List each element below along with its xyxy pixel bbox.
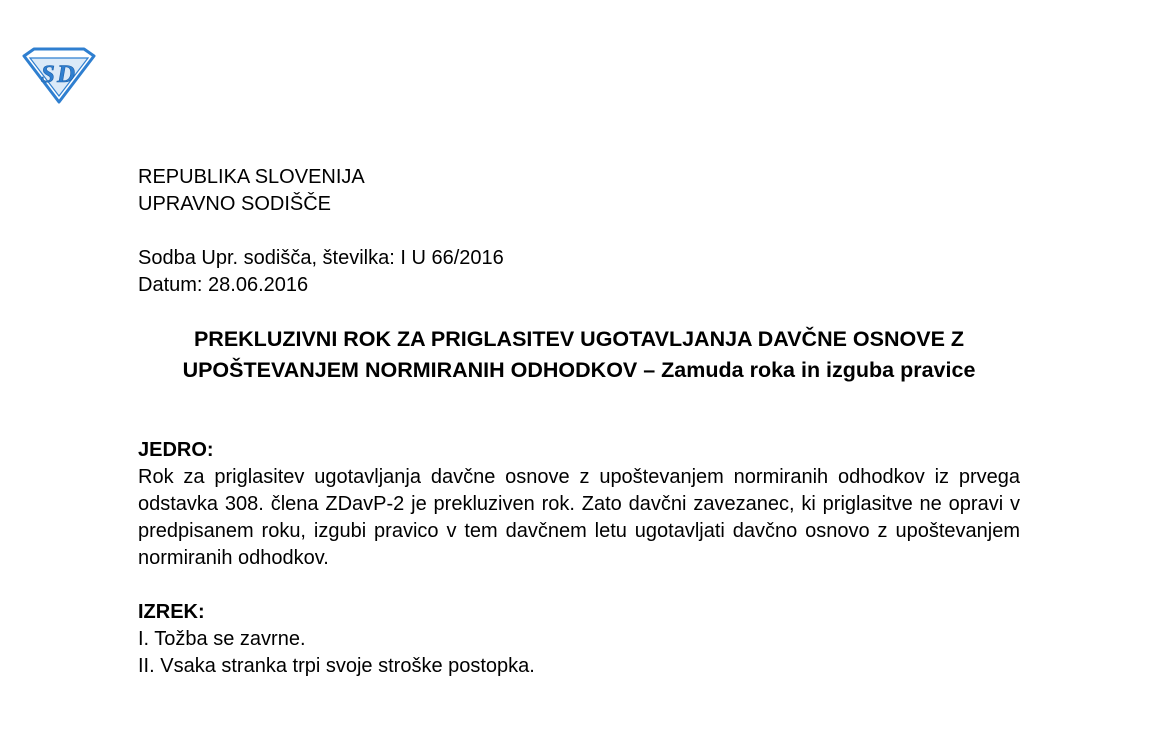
court-header [138, 164, 1020, 218]
svg-text:S: S [41, 61, 55, 88]
court-name: UPRAVNO SODIŠČE [138, 193, 331, 215]
izrek-item-1: I. Tožba se zavrne. [138, 628, 306, 650]
svg-text:D: D [57, 61, 76, 88]
izrek-heading: IZREK: [138, 601, 205, 623]
document-title: PREKLUZIVNI ROK ZA PRIGLASITEV UGOTAVLJANJA DAVČNE OSNOVE Z UPOŠTEVANJEM NORMIRANIH ODHODKOV – Zamuda roka in izguba pravice [182, 327, 976, 382]
izrek-item-2: II. Vsaka stranka trpi svoje stroške postopka. [138, 655, 535, 677]
judgment-date: Datum: 28.06.2016 [138, 274, 309, 296]
case-reference [138, 245, 1020, 299]
jedro-heading: JEDRO: [138, 439, 214, 461]
republic-name: REPUBLIKA SLOVENIJA [138, 166, 365, 188]
sd-logo-icon [20, 46, 98, 104]
document-body [138, 164, 1020, 680]
judgment-number: Sodba Upr. sodišča, številka: I U 66/2016 [138, 247, 504, 269]
jedro-text: Rok za priglasitev ugotavljanja davčne osnove z upoštevanjem normiranih odhodkov iz prvega odstavka 308. člena ZDavP-2 je prekluziven rok. Zato davčni zavezanec, ki priglasitve ne opravi v predpisanem roku, izgubi pravico v tem davčnem letu ugotavljati davčno osnovo z upoštevanjem normiranih odhodkov. [138, 466, 1020, 569]
